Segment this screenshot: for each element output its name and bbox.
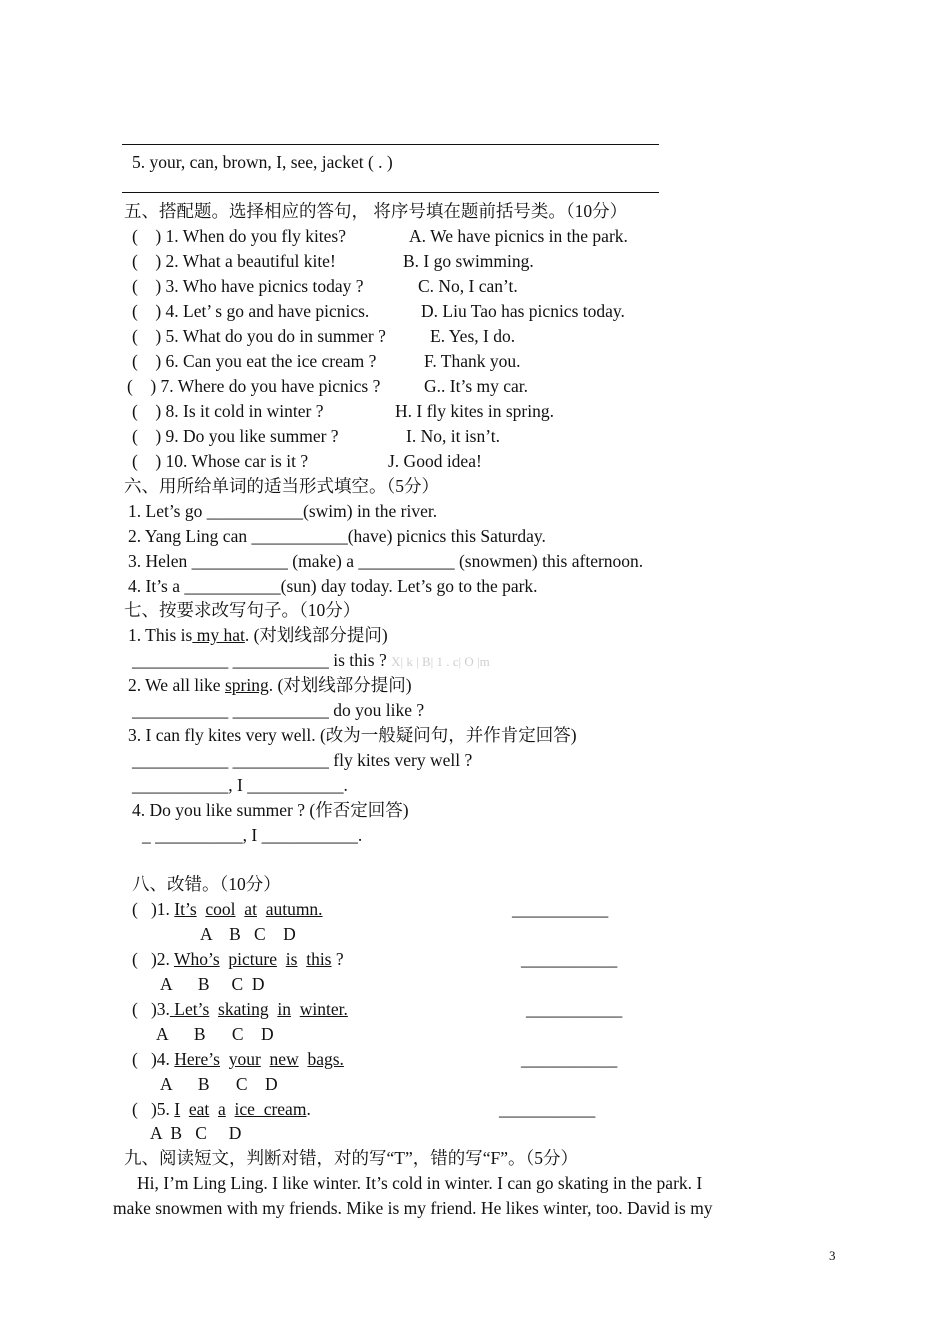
underlined-phrase: spring bbox=[224, 675, 269, 695]
matching-question: ( ) 7. Where do you have picnics ? bbox=[127, 376, 381, 396]
rewrite-question bbox=[128, 674, 412, 696]
item-number: ( )1. bbox=[132, 899, 175, 919]
item-number: ( )4. bbox=[132, 1049, 175, 1069]
rewrite-question bbox=[128, 624, 388, 646]
option-word: is bbox=[285, 949, 298, 969]
section-heading: 七、按要求改写句子。（10分） bbox=[124, 600, 361, 620]
matching-question: ( ) 3. Who have picnics today ? bbox=[132, 276, 364, 296]
section-heading: 六、用所给单词的适当形式填空。（5分） bbox=[124, 476, 439, 496]
option-word: your bbox=[228, 1049, 261, 1069]
reading-passage-line: Hi, I’m Ling Ling. I like winter. It’s cold in winter. I can go skating in the park. I bbox=[137, 1173, 703, 1193]
item-end: ? bbox=[331, 949, 344, 969]
question-text: 1. This is bbox=[128, 625, 193, 645]
correction-blank: ___________ bbox=[521, 949, 618, 969]
option-word: this bbox=[306, 949, 332, 969]
answer-blanks: ___________, I ___________. bbox=[132, 775, 348, 795]
option-word: Here’s bbox=[174, 1049, 220, 1069]
answer-text: ___________ ___________ is this ? bbox=[132, 650, 387, 670]
option-word: ice cream bbox=[234, 1099, 307, 1119]
item-end: . bbox=[306, 1099, 311, 1119]
option-word: Let’s bbox=[169, 999, 210, 1019]
option-word: I bbox=[174, 1099, 181, 1119]
matching-answer: A. We have picnics in the park. bbox=[409, 226, 628, 246]
option-word: in bbox=[277, 999, 291, 1019]
option-letters: A B C D bbox=[150, 1123, 242, 1143]
option-word: skating bbox=[218, 999, 269, 1019]
option-word: at bbox=[244, 899, 257, 919]
item-number: ( )3. bbox=[132, 999, 170, 1019]
section-heading: 五、搭配题。选择相应的答句， 将序号填在题前括号类。（10分） bbox=[124, 201, 628, 221]
rewrite-question: 4. Do you like summer ? (作否定回答) bbox=[132, 800, 409, 820]
question-text: 2. We all like bbox=[128, 675, 225, 695]
page-number: 3 bbox=[829, 1248, 836, 1263]
option-letters: A B C D bbox=[160, 974, 265, 994]
answer-blanks: _ __________, I ___________. bbox=[142, 825, 363, 845]
answer-blanks bbox=[132, 649, 490, 673]
option-word: a bbox=[218, 1099, 226, 1119]
option-word: Who’s bbox=[173, 949, 220, 969]
underlined-phrase: my hat bbox=[192, 625, 245, 645]
correction-blank: ___________ bbox=[499, 1099, 596, 1119]
option-word: eat bbox=[188, 1099, 210, 1119]
matching-question: ( ) 8. Is it cold in winter ? bbox=[132, 401, 324, 421]
error-item bbox=[132, 1098, 311, 1120]
option-word: It’s bbox=[174, 899, 197, 919]
error-item bbox=[132, 998, 348, 1020]
matching-question: ( ) 4. Let’ s go and have picnics. bbox=[132, 301, 370, 321]
rewrite-question: 3. I can fly kites very well. (改为一般疑问句，并作肯定回答) bbox=[128, 725, 577, 745]
matching-answer: D. Liu Tao has picnics today. bbox=[421, 301, 625, 321]
question-instruction: . (对划线部分提问) bbox=[268, 675, 412, 695]
matching-question: ( ) 9. Do you like summer ? bbox=[132, 426, 339, 446]
option-word: autumn. bbox=[265, 899, 323, 919]
fill-blank-item: 4. It’s a ___________(sun) day today. Let’s go to the park. bbox=[128, 576, 538, 596]
option-word: cool bbox=[205, 899, 236, 919]
error-item bbox=[132, 948, 344, 970]
fill-blank-item: 1. Let’s go ___________(swim) in the river. bbox=[128, 501, 438, 521]
option-letters: A B C D bbox=[160, 1074, 278, 1094]
matching-question: ( ) 10. Whose car is it ? bbox=[132, 451, 309, 471]
matching-question: ( ) 1. When do you fly kites? bbox=[132, 226, 347, 246]
answer-line bbox=[122, 192, 659, 193]
matching-answer: F. Thank you. bbox=[424, 351, 521, 371]
matching-answer: B. I go swimming. bbox=[403, 251, 534, 271]
matching-answer: I. No, it isn’t. bbox=[406, 426, 500, 446]
matching-answer: H. I fly kites in spring. bbox=[395, 401, 554, 421]
reading-passage-line: make snowmen with my friends. Mike is my friend. He likes winter, too. David is my bbox=[113, 1198, 713, 1218]
answer-blanks: ___________ ___________ fly kites very well ? bbox=[132, 750, 473, 770]
item-number: ( )2. bbox=[132, 949, 174, 969]
question-text: 5. your, can, brown, I, see, jacket ( . ) bbox=[132, 152, 393, 172]
matching-answer: J. Good idea! bbox=[388, 451, 482, 471]
answer-blanks: ___________ ___________ do you like ? bbox=[132, 700, 425, 720]
fill-blank-item: 2. Yang Ling can ___________(have) picnics this Saturday. bbox=[128, 526, 546, 546]
option-word: new bbox=[269, 1049, 299, 1069]
section-heading: 九、阅读短文，判断对错，对的写“T”，错的写“F”。（5分） bbox=[124, 1148, 578, 1168]
option-word: bags. bbox=[307, 1049, 344, 1069]
matching-answer: G.. It’s my car. bbox=[424, 376, 529, 396]
matching-answer: C. No, I can’t. bbox=[418, 276, 518, 296]
correction-blank: ___________ bbox=[526, 999, 623, 1019]
error-item bbox=[132, 1048, 344, 1070]
section-heading: 八、改错。（10分） bbox=[132, 874, 281, 894]
watermark: X| k | B| 1 . c| O |m bbox=[391, 654, 490, 669]
matching-question: ( ) 2. What a beautiful kite! bbox=[132, 251, 336, 271]
question-instruction: . (对划线部分提问) bbox=[244, 625, 388, 645]
answer-line bbox=[122, 144, 659, 145]
correction-blank: ___________ bbox=[521, 1049, 618, 1069]
error-item bbox=[132, 898, 323, 920]
matching-question: ( ) 5. What do you do in summer ? bbox=[132, 326, 386, 346]
option-word: picture bbox=[228, 949, 278, 969]
matching-question: ( ) 6. Can you eat the ice cream ? bbox=[132, 351, 377, 371]
fill-blank-item: 3. Helen ___________ (make) a ___________ (snowmen) this afternoon. bbox=[128, 551, 644, 571]
option-letters: A B C D bbox=[156, 1024, 274, 1044]
correction-blank: ___________ bbox=[512, 899, 609, 919]
matching-answer: E. Yes, I do. bbox=[430, 326, 516, 346]
option-word: winter. bbox=[299, 999, 348, 1019]
option-letters: A B C D bbox=[200, 924, 296, 944]
item-number: ( )5. bbox=[132, 1099, 175, 1119]
